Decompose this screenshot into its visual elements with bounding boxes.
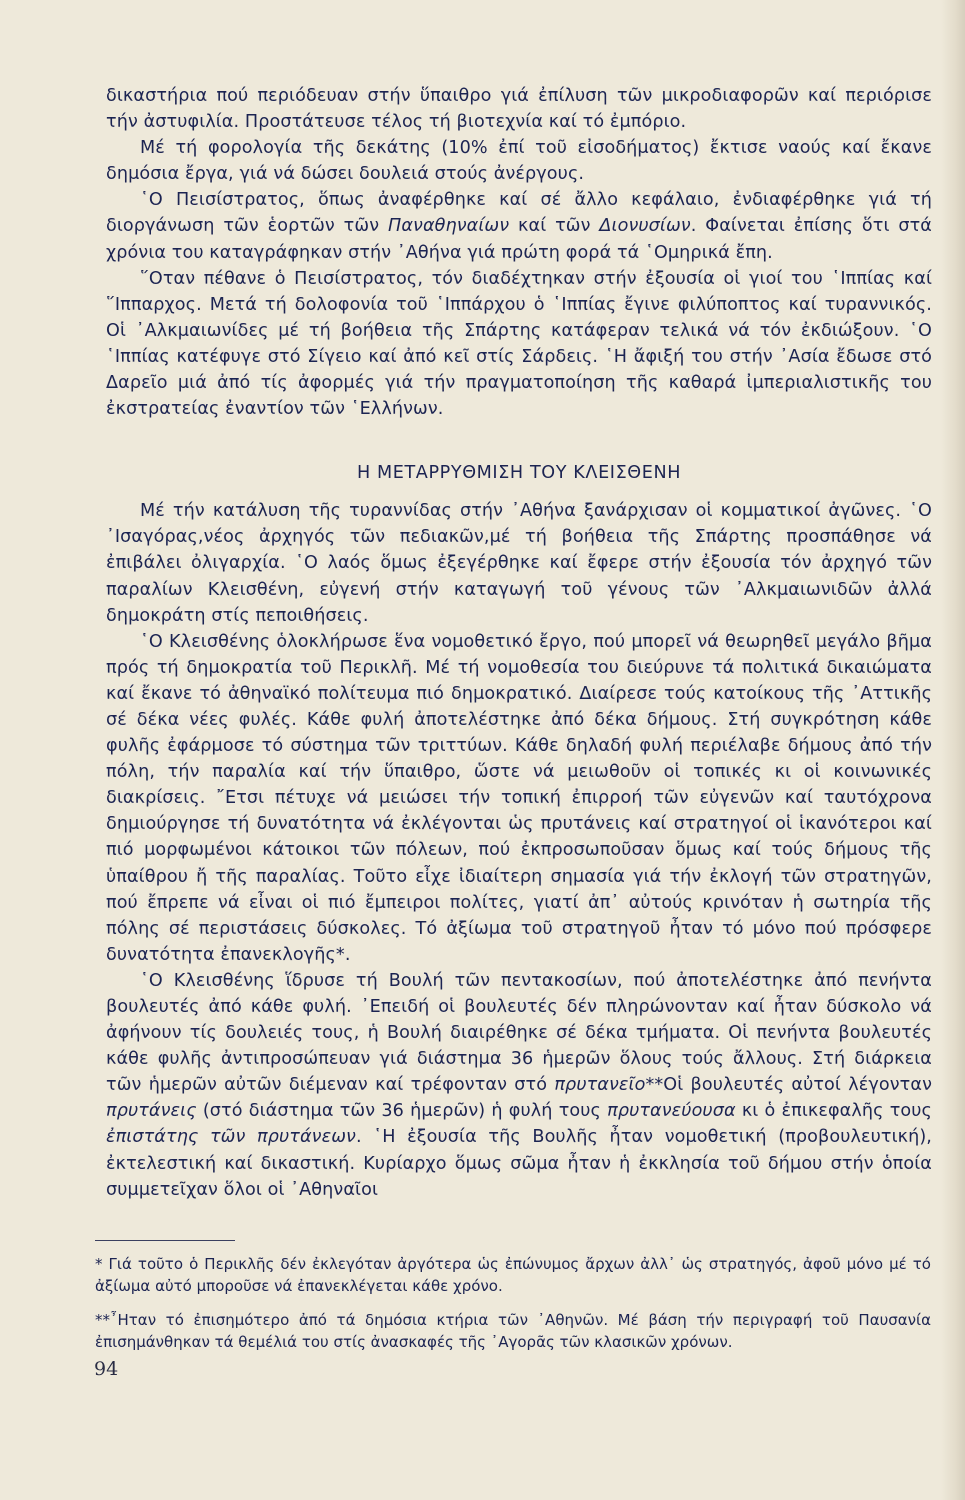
page-edge-shadow	[941, 0, 965, 1500]
paragraph-sons-of-peisistratos: ῞Οταν πέθανε ὁ Πεισίστρατος, τόν διαδέχτηκαν στήν ἐξουσία οἱ γιοί του ῾Ιππίας καί ῞Ιππαρχος. Μετά τή δολοφονία τοῦ ῾Ιππάρχου ὁ ῾Ιππίας ἔγινε φιλύποπτος καί τυραννικός. Οἱ ᾿Αλκμαιωνίδες μέ τή βοήθεια τῆς Σπάρτης κατάφεραν τελικά νά τόν ἐκδιώξουν. ῾Ο ῾Ιππίας κατέφυγε στό Σίγειο καί ἀπό κεῖ στίς Σάρδεις. ῾Η ἄφιξή του στήν ᾿Ασία ἔδωσε στό Δαρεῖο μιά ἀπό τίς ἀφορμές γιά τήν πραγματοποίηση τῆς καθαρά ἰμπεριαλιστικῆς του ἐκστρατείας ἐναντίον τῶν ῾Ελλήνων.	[106, 268, 932, 420]
term-prytaneis: πρυτάνεις	[106, 1101, 197, 1122]
footnote-separator	[95, 1240, 235, 1241]
page-number: 94	[94, 1358, 119, 1380]
term-prytaneion: πρυτανεῖο	[554, 1075, 646, 1096]
term-epistates: ἐπιστάτης τῶν πρυτάνεων	[106, 1127, 356, 1148]
term-panathenaia: Παναθηναίων	[387, 216, 510, 237]
term-dionysia: Διονυσίων	[599, 216, 691, 237]
footnotes	[95, 1253, 931, 1365]
section-heading-cleisthenes-reform: Η ΜΕΤΑΡΡΥΘΜΙΣΗ ΤΟΥ ΚΛΕΙΣΘΕΝΗ	[356, 463, 682, 484]
paragraph-boule-of-500: ῾Ο Κλεισθένης ἵδρυσε τή Βουλή τῶν πεντακοσίων, πού ἀποτελέστηκε ἀπό πενήντα βουλευτές ἀπό κάθε φυλή. ᾿Επειδή οἱ βουλευτές δέν πληρώνονταν καί ἦταν δύσκολο νά ἀφήνουν τίς δουλειές τους, ἡ Βουλή διαιρέθηκε σέ δέκα τμήματα. Οἱ πενήντα βουλευτές κάθε φυλῆς ἀντιπροσώπευαν γιά διάστημα 36 ἡμερῶν ὅλους τούς ἄλλους. Στή διάρκεια τῶν ἡμερῶν αὐτῶν διέμεναν καί τρέφονταν στό πρυτανεῖο**Οἱ βουλευτές αὐτοί λέγονταν πρυτάνεις (στό διάστημα τῶν 36 ἡμερῶν) ἡ φυλή τους πρυτανεύουσα κι ὁ ἐπικεφαλῆς τους ἐπιστάτης τῶν πρυτάνεων. ῾Η ἐξουσία τῆς Βουλῆς ἦταν νομοθετική (προβουλευτική), ἐκτελεστική καί δικαστική. Κυρίαρχο ὅμως σῶμα ἦταν ἡ ἐκκλησία τοῦ δήμου στήν ὁποία συμμετεῖχαν ὅλοι οἱ ᾿Αθηναῖοι	[106, 970, 932, 1200]
paragraph-courts: δικαστήρια πού περιόδευαν στήν ὕπαιθρο γιά ἐπίλυση τῶν μικροδιαφορῶν καί περιόρισε τήν ἀστυφιλία. Προστάτευσε τέλος τή βιοτεχνία καί τό ἐμπόριο.	[106, 86, 932, 133]
paragraph-festivals: ῾Ο Πεισίστρατος, ὅπως ἀναφέρθηκε καί σέ ἄλλο κεφάλαιο, ἐνδιαφέρθηκε γιά τή διοργάνωση τῶν ἑορτῶν τῶν Παναθηναίων καί τῶν Διονυσίων. Φαίνεται ἐπίσης ὅτι στά χρόνια του καταγράφηκαν στήν ᾿Αθήνα γιά πρώτη φορά τά ῾Ομηρικά ἔπη.	[106, 190, 932, 263]
paragraph-end-of-tyranny: Μέ τήν κατάλυση τῆς τυραννίδας στήν ᾿Αθήνα ξανάρχισαν οἱ κομματικοί ἀγῶνες. ῾Ο ᾿Ισαγόρας,νέος ἀρχηγός τῶν πεδιακῶν,μέ τή βοήθεια τῆς Σπάρτης προσπάθησε νά ἐπιβάλει ὀλιγαρχία. ῾Ο λαός ὅμως ἐξεγέρθηκε καί ἔφερε στήν ἐξουσία τόν ἀρχηγό τῶν παραλίων Κλεισθένη, εὐγενή στήν καταγωγή τοῦ γένους τῶν ᾿Αλκμαιωνιδῶν ἀλλά δημοκράτη στίς πεποιθήσεις.	[106, 501, 932, 626]
footnote-pericles: * Γιά τοῦτο ὁ Περικλῆς δέν ἐκλεγόταν ἀργότερα ὡς ἐπώνυμος ἄρχων ἀλλ᾿ ὡς στρατηγός, ἀφοῦ μόνο μέ τό ἀξίωμα αὐτό μποροῦσε νά ἐπανεκλέγεται κάθε χρόνο.	[95, 1255, 931, 1295]
paragraph-tithe-tax: Μέ τή φορολογία τῆς δεκάτης (10% ἐπί τοῦ εἰσοδήματος) ἔκτισε ναούς καί ἔκανε δημόσια ἔργα, γιά νά δώσει δουλειά στούς ἀνέργους.	[106, 138, 932, 185]
main-text-column	[106, 83, 932, 1203]
footnote-prytaneion: **῏Ηταν τό ἐπισημότερο ἀπό τά δημόσια κτήρια τῶν ᾿Αθηνῶν. Μέ βάση τήν περιγραφή τοῦ Παυσανία ἐπισημάνθηκαν τά θεμέλιά του στίς ἀνασκαφές τῆς ᾿Αγορᾶς τῶν κλασικῶν χρόνων.	[95, 1311, 931, 1351]
term-prytaneuousa: πρυτανεύουσα	[607, 1101, 736, 1122]
paragraph-legislative-work: ῾Ο Κλεισθένης ὁλοκλήρωσε ἕνα νομοθετικό ἔργο, πού μπορεῖ νά θεωρηθεῖ μεγάλο βῆμα πρός τή δημοκρατία τοῦ Περικλῆ. Μέ τή νομοθεσία του διεύρυνε τά πολιτικά δικαιώματα καί ἔκανε τό ἀθηναϊκό πολίτευμα πιό δημοκρατικό. Διαίρεσε τούς κατοίκους τῆς ᾿Αττικῆς σέ δέκα νέες φυλές. Κάθε φυλή ἀποτελέστηκε ἀπό δέκα δήμους. Στή συγκρότηση κάθε φυλῆς ἐφάρμοσε τό σύστημα τῶν τριττύων. Κάθε δηλαδή φυλή περιέλαβε δήμους ἀπό τήν πόλη, τήν παραλία καί τήν ὕπαιθρο, ὥστε νά μειωθοῦν οἱ τοπικές κι οἱ κοινωνικές διακρίσεις. ῎Ετσι πέτυχε νά μειώσει τήν τοπική ἐπιρροή τῶν εὐγενῶν καί ταυτόχρονα δημιούργησε τή δυνατότητα νά ἐκλέγονται ὡς πρυτάνεις καί στρατηγοί οἱ ἱκανότεροι καί πιό μορφωμένοι κάτοικοι τῶν πόλεων, πού ἐκπροσωποῦσαν ὅμως καί τούς δήμους τῆς ὑπαίθρου ἤ τῆς παραλίας. Τοῦτο εἶχε ἰδιαίτερη σημασία γιά τήν ἐκλογή τῶν στρατηγῶν, πού ἔπρεπε νά εἶναι οἱ πιό ἔμπειροι πολίτες, γιατί ἀπ᾿ αὐτούς κρινόταν ἡ σωτηρία τῆς πόλης σέ περιστάσεις δύσκολες. Τό ἀξίωμα τοῦ στρατηγοῦ ἦταν τό μόνο πού πρόσφερε δυνατότητα ἐπανεκλογῆς*.	[106, 631, 932, 965]
